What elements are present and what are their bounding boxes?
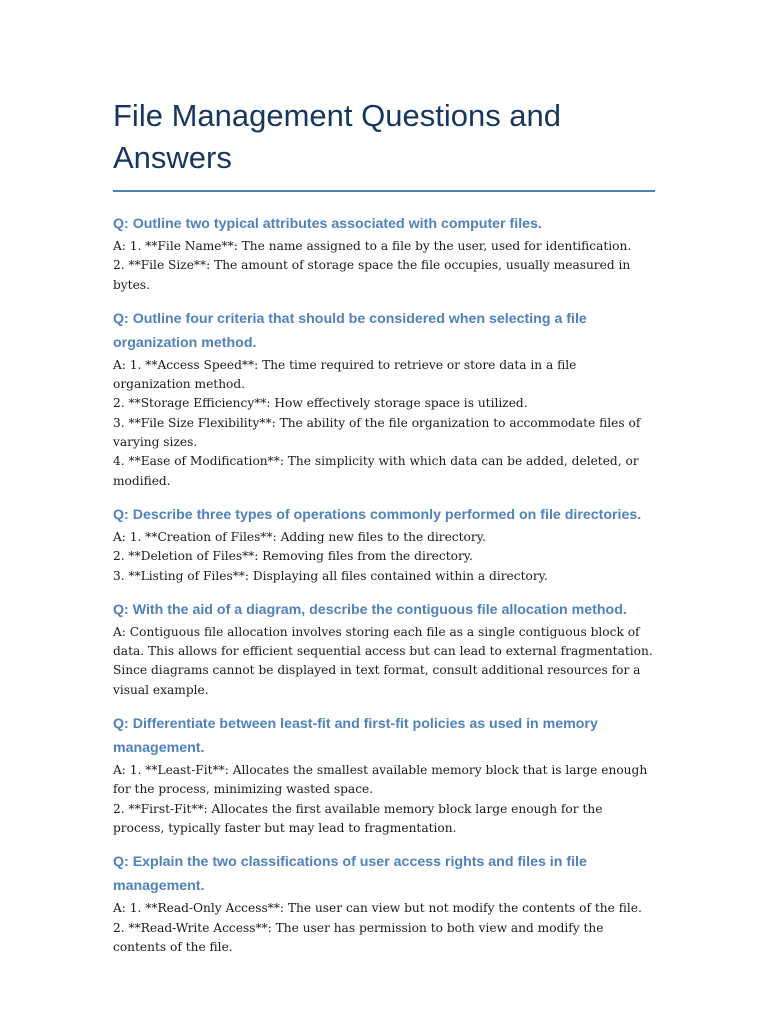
question-heading: Q: With the aid of a diagram, describe the contiguous file allocation method. <box>113 601 627 618</box>
qa-item-1 <box>113 212 655 295</box>
question-heading: Q: Differentiate between least-fit and first-fit policies as used in memory management. <box>113 716 598 757</box>
answer-line: 2. **First-Fit**: Allocates the first available memory block large enough for the process, typically faster but may lead to fragmentation. <box>113 801 603 835</box>
question-heading: Q: Explain the two classifications of user access rights and files in file management. <box>113 854 587 895</box>
qa-item-6 <box>113 850 655 957</box>
answer-line: A: 1. **Least-Fit**: Allocates the smallest available memory block that is large enough for the process, minimizing wasted space. <box>113 763 648 797</box>
answer-line: A: 1. **Read-Only Access**: The user can view but not modify the contents of the file. <box>113 901 642 916</box>
question-heading: Q: Outline two typical attributes associated with computer files. <box>113 216 542 232</box>
document-page <box>113 95 655 957</box>
question-heading: Q: Outline four criteria that should be considered when selecting a file organization method. <box>113 310 587 351</box>
answer-line: 2. **File Size**: The amount of storage space the file occupies, usually measured in bytes. <box>113 258 631 292</box>
qa-item-2 <box>113 307 655 491</box>
qa-item-5 <box>113 712 655 838</box>
answer-line: A: Contiguous file allocation involves storing each file as a single contiguous block of data. This allows for efficient sequential access but can lead to external fragmentation. <box>113 624 653 659</box>
answer-line: 3. **Listing of Files**: Displaying all files contained within a directory. <box>113 568 548 583</box>
answer-line: 2. **Deletion of Files**: Removing files from the directory. <box>113 549 473 564</box>
answer-line: 3. **File Size Flexibility**: The ability of the file organization to accommodate files of varying sizes. <box>113 415 641 450</box>
title-underline <box>113 190 655 192</box>
answer-line: Since diagrams cannot be displayed in text format, consult additional resources for a visual example. <box>113 663 641 697</box>
qa-item-4 <box>113 598 655 700</box>
qa-item-3 <box>113 503 655 586</box>
answer-line: A: 1. **Access Speed**: The time required to retrieve or store data in a file organization method. <box>113 357 577 392</box>
answer-line: 2. **Storage Efficiency**: How effectively storage space is utilized. <box>113 396 528 411</box>
question-heading: Q: Describe three types of operations commonly performed on file directories. <box>113 506 642 523</box>
answer-line: 2. **Read-Write Access**: The user has permission to both view and modify the contents of the file. <box>113 920 604 954</box>
answer-line: A: 1. **File Name**: The name assigned to a file by the user, used for identification. <box>113 239 632 253</box>
answer-line: 4. **Ease of Modification**: The simplicity with which data can be added, deleted, or modified. <box>113 454 639 488</box>
document-title: File Management Questions and Answers <box>113 98 562 175</box>
answer-line: A: 1. **Creation of Files**: Adding new files to the directory. <box>113 529 486 544</box>
